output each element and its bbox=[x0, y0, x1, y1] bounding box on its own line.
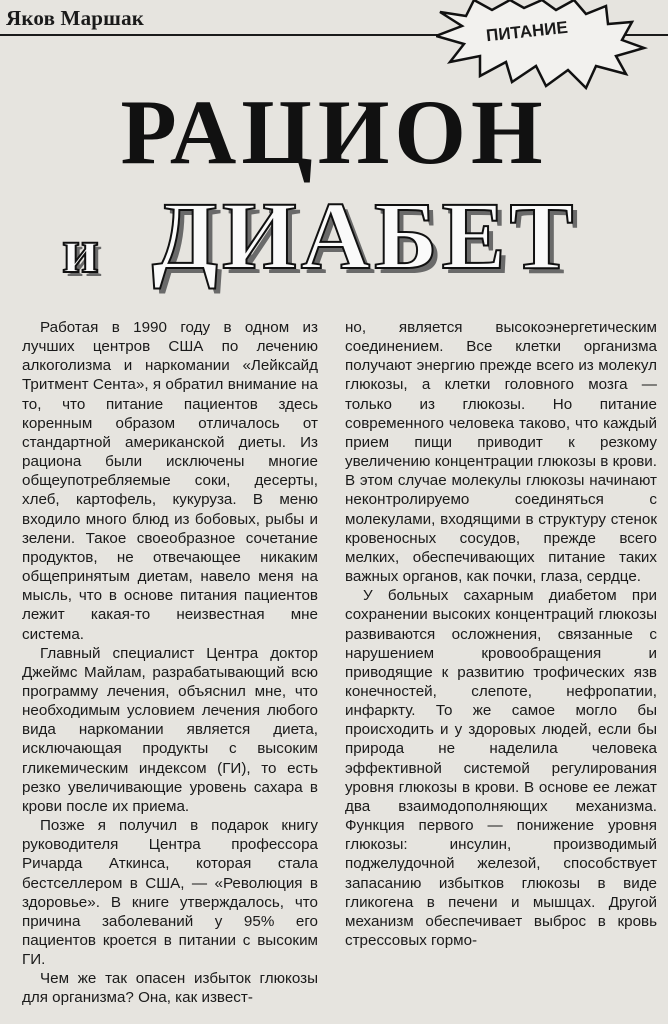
headline-line-1: РАЦИОН bbox=[120, 81, 548, 183]
author-name: Яков Маршак bbox=[6, 6, 145, 30]
article-column-left bbox=[22, 318, 318, 1024]
headline-conjunction: и bbox=[62, 215, 99, 286]
paragraph: но, является высокоэнергетическим соединением. Все клетки организма получают энергию прежде всего из молекул глюкозы, а клетки головного мозга — только из глюкозы. Но питание современного человека таково, что каждый прием пищи приводит к резкому увеличению концентрации глюкозы в крови. В этом случае молекулы глюкозы начинают неконтролируемо соединяться с молекулами, входящими в структуру стенок кровеносных сосудов, прежде всего мелких, обеспечивающих питание таких важных органов, как почки, глаза, сердце. bbox=[345, 319, 657, 586]
starburst-icon bbox=[436, 0, 668, 92]
rubric-label: ПИТАНИЕ bbox=[485, 17, 569, 46]
paragraph: Главный специалист Центра доктор Джеймс Майлам, разрабатывающий всю программу лечения, объяснил мне, что необходимым условием лечения любого вида наркомании является диета, исключающая продукты с высоким гликемическим индексом (ГИ), то есть резко увеличивающие уровень сахара в крови после их приема. bbox=[22, 644, 318, 815]
rubric-badge bbox=[436, 0, 668, 92]
headline-word: ДИАБЕТ bbox=[152, 182, 578, 289]
paragraph: Работая в 1990 году в одном из лучших центров США по лечению алкоголизма и наркомании «Лейксайд Тритмент Сента», я обратил внимание на то, что питание пациентов здесь коренным образом отличалось от стандартной американской диеты. Из рациона были исключены многие общеупотребляемые соки, десерты, хлеб, картофель, кукуруза. В меню входило много блюд из бобовых, рыбы и зелени. Такое своеобразное сочетание продуктов, не отвечающее никаким общепринятым диетам, навело меня на мысль, что в основе питания пациентов лежит какая-то неизвестная мне система. bbox=[22, 319, 318, 643]
paragraph: У больных сахарным диабетом при сохранении высоких концентраций глюкозы развиваются осложнения, связанные с нарушением кровообращения и приводящие к развитию трофических язв конечностей, слепоте, нефропатии, инфаркту. То же самое могло бы происходить и у здоровых людей, если бы природа не наделила человека эффективной системой регулирования уровня глюкозы в крови. В основе ее лежат два взаимодополняющих механизма. Функция первого — понижение уровня глюкозы: инсулин, производимый поджелудочной железой, способствует запасанию избытков глюкозы в виде гликогена в печени и мышцах. Другой механизм обеспечивает выброс в кровь стрессовых гормо- bbox=[345, 587, 657, 949]
article-column-right bbox=[345, 318, 657, 1024]
paragraph: Позже я получил в подарок книгу руководителя Центра профессора Ричарда Аткинса, которая стала бестселлером в США, — «Революция в здоровье». В книге утверждалось, что причина заболеваний у 95% его пациентов кроется в питании с высоким ГИ. bbox=[22, 817, 318, 969]
paragraph: Чем же так опасен избыток глюкозы для организма? Она, как извест- bbox=[22, 970, 318, 1007]
headline-line-2 bbox=[0, 180, 668, 300]
